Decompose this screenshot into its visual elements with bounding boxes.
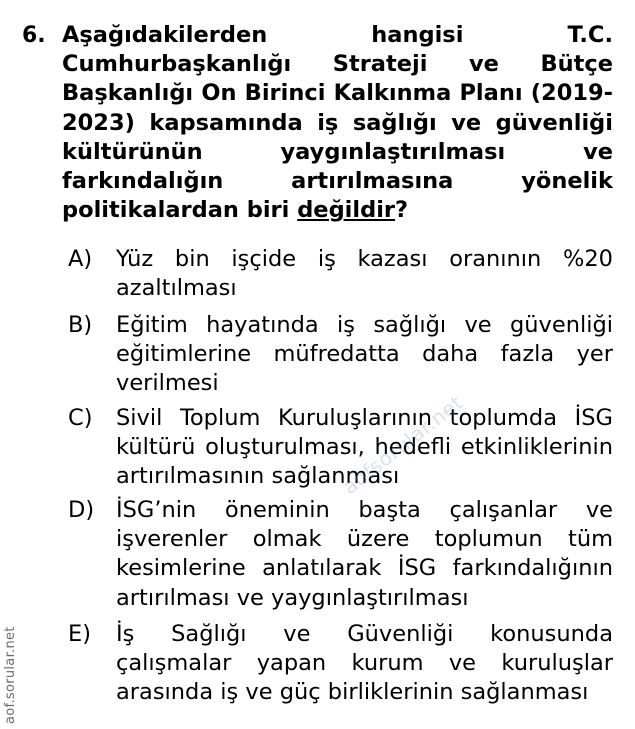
option-a[interactable]: [68, 245, 613, 303]
option-text: Yüz bin işçide iş kazası oranının %20 azaltılması: [116, 246, 613, 302]
option-letter: A): [68, 246, 93, 272]
question-mark: ?: [395, 197, 409, 224]
option-d[interactable]: [68, 496, 613, 613]
negation-word: değildir: [297, 197, 396, 224]
diagonal-watermark: aofsorular.net: [338, 390, 468, 499]
question-number: 6.: [22, 23, 46, 48]
option-b[interactable]: [68, 311, 613, 399]
option-letter: D): [68, 497, 95, 523]
option-text: Eğitim hayatında iş sağlığı ve güvenliği eğitimlerine müfredatta daha fazla yer verilmesi: [116, 312, 613, 397]
option-e[interactable]: [68, 620, 613, 708]
option-text: İSG’nin öneminin başta çalışanlar ve işverenler olmak üzere toplumun tüm kesimlerine anlatılarak İSG farkındalığının artırılması ve yaygınlaştırılması: [116, 497, 613, 611]
option-text: Sivil Toplum Kuruluşlarının toplumda İSG kültürü oluşturulması, hedefli etkinliklerinin artırılmasının sağlanması: [116, 405, 613, 490]
option-letter: E): [68, 621, 91, 647]
option-letter: C): [68, 405, 93, 431]
option-letter: B): [68, 312, 93, 338]
option-text: İş Sağlığı ve Güvenliği konusunda çalışmalar yapan kurum ve kuruluşlar arasında iş ve güç birliklerinin sağlanması: [116, 621, 613, 706]
question-stem-text: Aşağıdakilerden hangisi T.C. Cumhurbaşkanlığı Strateji ve Bütçe Başkanlığı On Birinci Kalkınma Planı (2019-2023) kapsamında iş sağlığı ve güvenliği kültürünün yaygınlaştırılması ve farkındalığın artırılmasına yönelik politikalardan biri: [62, 22, 613, 224]
side-watermark: aof.sorular.net: [3, 626, 18, 724]
question-stem: [62, 21, 613, 225]
